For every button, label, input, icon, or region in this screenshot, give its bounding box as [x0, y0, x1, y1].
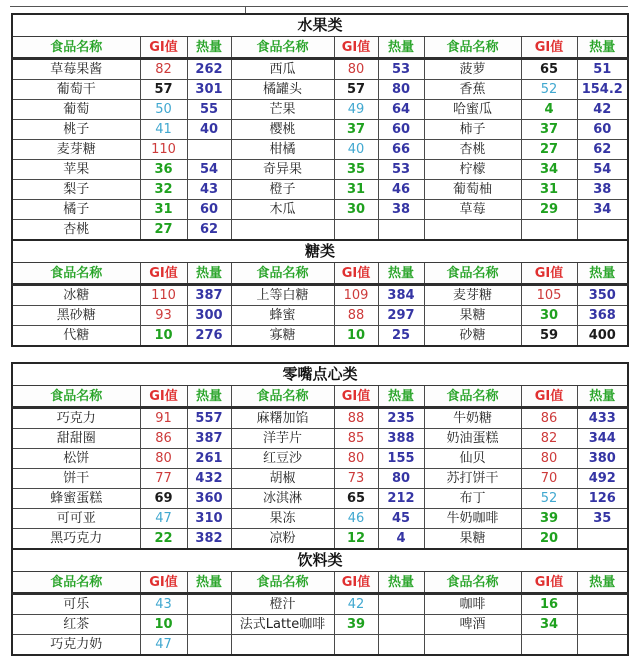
calorie-value-cell: 60	[187, 200, 231, 220]
food-name-cell: 代糖	[12, 326, 140, 347]
calorie-value-cell: 126	[577, 489, 628, 509]
gi-value-cell	[334, 635, 378, 656]
column-header-food-name: 食品名称	[424, 37, 521, 59]
column-header-calorie: 热量	[577, 37, 628, 59]
gi-value-cell: 27	[521, 140, 577, 160]
food-name-cell: 黑巧克力	[12, 529, 140, 550]
calorie-value-cell: 388	[378, 429, 424, 449]
gi-value-cell: 30	[521, 306, 577, 326]
column-header-row	[12, 263, 628, 285]
calorie-value-cell: 62	[577, 140, 628, 160]
gi-value-cell: 41	[140, 120, 187, 140]
column-header-calorie: 热量	[577, 263, 628, 285]
food-name-cell: 葡萄	[12, 100, 140, 120]
section-title-row	[12, 549, 628, 572]
column-header-calorie: 热量	[187, 386, 231, 408]
calorie-value-cell: 54	[187, 160, 231, 180]
gi-value-cell: 57	[140, 80, 187, 100]
gi-value-cell	[521, 635, 577, 656]
column-header-food-name: 食品名称	[231, 386, 334, 408]
gi-value-cell: 43	[140, 594, 187, 615]
table-row	[12, 489, 628, 509]
column-header-food-name: 食品名称	[424, 386, 521, 408]
column-header-row	[12, 37, 628, 59]
food-name-cell: 西瓜	[231, 59, 334, 80]
gi-value-cell: 110	[140, 140, 187, 160]
column-header-calorie: 热量	[187, 37, 231, 59]
food-name-cell: 麦芽糖	[12, 140, 140, 160]
column-header-gi: GI值	[521, 386, 577, 408]
gi-value-cell: 73	[334, 469, 378, 489]
column-header-calorie: 热量	[378, 572, 424, 594]
column-header-food-name: 食品名称	[231, 37, 334, 59]
calorie-value-cell: 54	[577, 160, 628, 180]
section-title: 糖类	[12, 240, 628, 263]
calorie-value-cell: 360	[187, 489, 231, 509]
food-name-cell: 奇异果	[231, 160, 334, 180]
table-row	[12, 285, 628, 306]
gi-value-cell: 36	[140, 160, 187, 180]
calorie-value-cell	[577, 635, 628, 656]
food-name-cell: 巧克力	[12, 408, 140, 429]
food-name-cell: 凉粉	[231, 529, 334, 550]
food-name-cell: 哈蜜瓜	[424, 100, 521, 120]
calorie-value-cell: 51	[577, 59, 628, 80]
gi-value-cell: 93	[140, 306, 187, 326]
gi-value-cell: 37	[334, 120, 378, 140]
section-title-row	[12, 240, 628, 263]
calorie-value-cell: 276	[187, 326, 231, 347]
food-name-cell: 上等白糖	[231, 285, 334, 306]
food-name-cell: 冰糖	[12, 285, 140, 306]
calorie-value-cell	[378, 635, 424, 656]
calorie-value-cell: 350	[577, 285, 628, 306]
gi-value-cell: 59	[521, 326, 577, 347]
food-name-cell: 布丁	[424, 489, 521, 509]
top-partial-row-line	[10, 6, 628, 7]
column-header-row	[12, 572, 628, 594]
table-row	[12, 449, 628, 469]
column-header-calorie: 热量	[577, 572, 628, 594]
section-title-row	[12, 14, 628, 37]
gi-value-cell: 4	[521, 100, 577, 120]
gi-value-cell: 69	[140, 489, 187, 509]
calorie-value-cell: 557	[187, 408, 231, 429]
calorie-value-cell: 301	[187, 80, 231, 100]
food-name-cell: 松饼	[12, 449, 140, 469]
gi-value-cell: 22	[140, 529, 187, 550]
food-name-cell	[424, 635, 521, 656]
food-name-cell: 巧克力奶	[12, 635, 140, 656]
food-name-cell: 菠萝	[424, 59, 521, 80]
gi-value-cell: 31	[140, 200, 187, 220]
table-row	[12, 180, 628, 200]
food-name-cell: 可可亚	[12, 509, 140, 529]
column-header-gi: GI值	[140, 263, 187, 285]
food-name-cell: 蜂蜜	[231, 306, 334, 326]
gi-table-2	[11, 362, 629, 656]
food-name-cell: 樱桃	[231, 120, 334, 140]
gi-value-cell: 50	[140, 100, 187, 120]
gi-value-cell: 105	[521, 285, 577, 306]
calorie-value-cell: 53	[378, 160, 424, 180]
food-name-cell: 果糖	[424, 529, 521, 550]
food-name-cell: 啤酒	[424, 615, 521, 635]
calorie-value-cell: 387	[187, 285, 231, 306]
calorie-value-cell: 62	[187, 220, 231, 241]
section-title-row	[12, 363, 628, 386]
calorie-value-cell: 261	[187, 449, 231, 469]
calorie-value-cell: 25	[378, 326, 424, 347]
column-header-food-name: 食品名称	[12, 386, 140, 408]
food-name-cell: 橘子	[12, 200, 140, 220]
calorie-value-cell: 53	[378, 59, 424, 80]
gi-value-cell: 31	[334, 180, 378, 200]
table-row	[12, 429, 628, 449]
calorie-value-cell: 40	[187, 120, 231, 140]
gi-value-cell: 10	[140, 615, 187, 635]
gi-value-cell: 47	[140, 509, 187, 529]
gi-value-cell: 80	[140, 449, 187, 469]
gi-value-cell: 85	[334, 429, 378, 449]
calorie-value-cell: 60	[577, 120, 628, 140]
column-header-food-name: 食品名称	[424, 263, 521, 285]
gi-value-cell: 82	[140, 59, 187, 80]
gi-value-cell: 80	[334, 59, 378, 80]
calorie-value-cell	[577, 615, 628, 635]
column-header-calorie: 热量	[187, 263, 231, 285]
column-header-gi: GI值	[521, 263, 577, 285]
food-name-cell: 红豆沙	[231, 449, 334, 469]
table-row	[12, 326, 628, 347]
food-name-cell: 黑砂糖	[12, 306, 140, 326]
table-row	[12, 408, 628, 429]
gi-value-cell: 30	[334, 200, 378, 220]
food-name-cell: 胡椒	[231, 469, 334, 489]
table-row	[12, 306, 628, 326]
calorie-value-cell: 42	[577, 100, 628, 120]
gi-value-cell: 34	[521, 160, 577, 180]
calorie-value-cell: 344	[577, 429, 628, 449]
calorie-value-cell: 300	[187, 306, 231, 326]
calorie-value-cell: 45	[378, 509, 424, 529]
food-name-cell: 葡萄柚	[424, 180, 521, 200]
gi-value-cell: 86	[140, 429, 187, 449]
column-header-calorie: 热量	[187, 572, 231, 594]
gi-value-cell	[334, 220, 378, 241]
calorie-value-cell	[187, 140, 231, 160]
food-name-cell: 红茶	[12, 615, 140, 635]
calorie-value-cell: 38	[577, 180, 628, 200]
food-name-cell	[231, 220, 334, 241]
calorie-value-cell: 38	[378, 200, 424, 220]
gi-value-cell: 47	[140, 635, 187, 656]
food-name-cell: 苹果	[12, 160, 140, 180]
calorie-value-cell: 382	[187, 529, 231, 550]
column-header-food-name: 食品名称	[12, 263, 140, 285]
table-row	[12, 100, 628, 120]
calorie-value-cell: 35	[577, 509, 628, 529]
food-name-cell: 梨子	[12, 180, 140, 200]
calorie-value-cell: 432	[187, 469, 231, 489]
column-header-calorie: 热量	[378, 386, 424, 408]
food-name-cell: 草莓	[424, 200, 521, 220]
table-row	[12, 615, 628, 635]
gi-value-cell: 34	[521, 615, 577, 635]
column-header-food-name: 食品名称	[12, 572, 140, 594]
calorie-value-cell	[378, 220, 424, 241]
food-name-cell: 橙汁	[231, 594, 334, 615]
table-row	[12, 635, 628, 656]
table-row	[12, 140, 628, 160]
food-name-cell: 饼干	[12, 469, 140, 489]
gi-value-cell: 46	[334, 509, 378, 529]
food-name-cell: 麦芽糖	[424, 285, 521, 306]
food-name-cell: 果糖	[424, 306, 521, 326]
gi-value-cell: 32	[140, 180, 187, 200]
calorie-value-cell: 60	[378, 120, 424, 140]
table-row	[12, 220, 628, 241]
calorie-value-cell	[378, 615, 424, 635]
food-name-cell: 甜甜圈	[12, 429, 140, 449]
food-name-cell	[424, 220, 521, 241]
food-name-cell: 柿子	[424, 120, 521, 140]
column-header-food-name: 食品名称	[12, 37, 140, 59]
gi-value-cell: 88	[334, 408, 378, 429]
table-row	[12, 469, 628, 489]
table-row	[12, 59, 628, 80]
food-name-cell: 葡萄干	[12, 80, 140, 100]
table-row	[12, 594, 628, 615]
column-header-gi: GI值	[140, 572, 187, 594]
calorie-value-cell	[577, 220, 628, 241]
gi-value-cell: 65	[334, 489, 378, 509]
column-header-food-name: 食品名称	[231, 572, 334, 594]
calorie-value-cell: 433	[577, 408, 628, 429]
food-name-cell: 香蕉	[424, 80, 521, 100]
gi-value-cell: 110	[140, 285, 187, 306]
gi-value-cell: 70	[521, 469, 577, 489]
food-name-cell: 橘罐头	[231, 80, 334, 100]
calorie-value-cell: 368	[577, 306, 628, 326]
food-name-cell: 仙贝	[424, 449, 521, 469]
gi-value-cell: 39	[334, 615, 378, 635]
column-header-gi: GI值	[334, 263, 378, 285]
calorie-value-cell	[187, 635, 231, 656]
gi-value-cell: 31	[521, 180, 577, 200]
calorie-value-cell	[187, 615, 231, 635]
column-header-calorie: 热量	[378, 263, 424, 285]
gi-value-cell: 82	[521, 429, 577, 449]
column-header-food-name: 食品名称	[424, 572, 521, 594]
gi-value-cell: 52	[521, 80, 577, 100]
food-name-cell: 杏桃	[424, 140, 521, 160]
calorie-value-cell: 4	[378, 529, 424, 550]
column-header-gi: GI值	[140, 386, 187, 408]
table-row	[12, 160, 628, 180]
calorie-value-cell: 262	[187, 59, 231, 80]
calorie-value-cell: 80	[378, 469, 424, 489]
food-name-cell: 苏打饼干	[424, 469, 521, 489]
food-name-cell: 法式Latte咖啡	[231, 615, 334, 635]
food-name-cell: 寡糖	[231, 326, 334, 347]
food-name-cell: 杏桃	[12, 220, 140, 241]
food-name-cell: 砂糖	[424, 326, 521, 347]
table-row	[12, 529, 628, 550]
gi-value-cell: 42	[334, 594, 378, 615]
food-name-cell: 蜂蜜蛋糕	[12, 489, 140, 509]
food-name-cell: 柠檬	[424, 160, 521, 180]
column-header-gi: GI值	[140, 37, 187, 59]
calorie-value-cell: 55	[187, 100, 231, 120]
gi-value-cell: 109	[334, 285, 378, 306]
calorie-value-cell: 310	[187, 509, 231, 529]
table-row	[12, 509, 628, 529]
gi-value-cell: 86	[521, 408, 577, 429]
food-name-cell: 牛奶糖	[424, 408, 521, 429]
gi-value-cell: 10	[140, 326, 187, 347]
food-name-cell: 橙子	[231, 180, 334, 200]
table-row	[12, 120, 628, 140]
food-name-cell: 芒果	[231, 100, 334, 120]
gi-table-1	[11, 13, 629, 347]
gi-value-cell	[521, 220, 577, 241]
gi-value-cell: 12	[334, 529, 378, 550]
food-name-cell: 洋芋片	[231, 429, 334, 449]
column-header-calorie: 热量	[577, 386, 628, 408]
gi-value-cell: 52	[521, 489, 577, 509]
column-header-calorie: 热量	[378, 37, 424, 59]
calorie-value-cell: 384	[378, 285, 424, 306]
column-header-gi: GI值	[521, 37, 577, 59]
gi-value-cell: 16	[521, 594, 577, 615]
calorie-value-cell: 380	[577, 449, 628, 469]
table-row	[12, 200, 628, 220]
gi-value-cell: 77	[140, 469, 187, 489]
gi-value-cell: 49	[334, 100, 378, 120]
calorie-value-cell	[577, 529, 628, 550]
gi-value-cell: 27	[140, 220, 187, 241]
calorie-value-cell: 400	[577, 326, 628, 347]
calorie-value-cell: 387	[187, 429, 231, 449]
calorie-value-cell: 43	[187, 180, 231, 200]
gi-value-cell: 10	[334, 326, 378, 347]
column-header-gi: GI值	[521, 572, 577, 594]
column-header-gi: GI值	[334, 386, 378, 408]
food-name-cell: 草莓果酱	[12, 59, 140, 80]
food-name-cell: 柑橘	[231, 140, 334, 160]
food-name-cell	[231, 635, 334, 656]
gi-value-cell: 57	[334, 80, 378, 100]
column-header-gi: GI值	[334, 572, 378, 594]
gi-value-cell: 80	[521, 449, 577, 469]
gi-value-cell: 80	[334, 449, 378, 469]
gi-value-cell: 20	[521, 529, 577, 550]
calorie-value-cell: 80	[378, 80, 424, 100]
gi-value-cell: 35	[334, 160, 378, 180]
calorie-value-cell: 154.2	[577, 80, 628, 100]
calorie-value-cell	[378, 594, 424, 615]
gi-value-cell: 91	[140, 408, 187, 429]
gi-value-cell: 65	[521, 59, 577, 80]
food-name-cell: 牛奶咖啡	[424, 509, 521, 529]
section-title: 零嘴点心类	[12, 363, 628, 386]
food-name-cell: 果冻	[231, 509, 334, 529]
gi-value-cell: 88	[334, 306, 378, 326]
calorie-value-cell: 492	[577, 469, 628, 489]
calorie-value-cell: 46	[378, 180, 424, 200]
calorie-value-cell	[187, 594, 231, 615]
calorie-value-cell	[577, 594, 628, 615]
food-name-cell: 奶油蛋糕	[424, 429, 521, 449]
top-partial-column-tick	[245, 6, 246, 13]
section-title: 水果类	[12, 14, 628, 37]
calorie-value-cell: 34	[577, 200, 628, 220]
column-header-food-name: 食品名称	[231, 263, 334, 285]
gi-value-cell: 39	[521, 509, 577, 529]
calorie-value-cell: 297	[378, 306, 424, 326]
column-header-gi: GI值	[334, 37, 378, 59]
food-name-cell: 桃子	[12, 120, 140, 140]
section-title: 饮料类	[12, 549, 628, 572]
table-row	[12, 80, 628, 100]
food-name-cell: 麻糬加馅	[231, 408, 334, 429]
column-header-row	[12, 386, 628, 408]
gi-value-cell: 37	[521, 120, 577, 140]
food-name-cell: 咖啡	[424, 594, 521, 615]
calorie-value-cell: 66	[378, 140, 424, 160]
calorie-value-cell: 155	[378, 449, 424, 469]
gi-value-cell: 29	[521, 200, 577, 220]
calorie-value-cell: 212	[378, 489, 424, 509]
calorie-value-cell: 64	[378, 100, 424, 120]
gi-value-cell: 40	[334, 140, 378, 160]
food-name-cell: 可乐	[12, 594, 140, 615]
calorie-value-cell: 235	[378, 408, 424, 429]
food-name-cell: 冰淇淋	[231, 489, 334, 509]
food-name-cell: 木瓜	[231, 200, 334, 220]
